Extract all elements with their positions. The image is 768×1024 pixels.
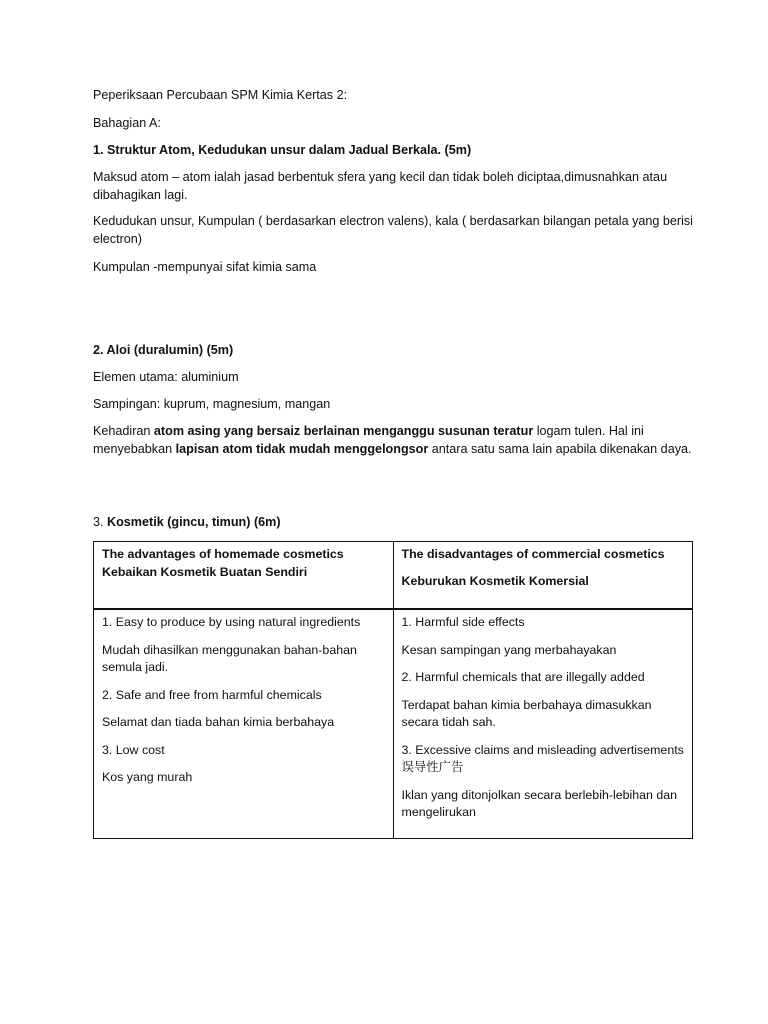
section-label: Bahagian A: — [93, 116, 161, 130]
list-item: 2. Safe and free from harmful chemicals — [102, 687, 322, 702]
disadvantages-cell — [393, 609, 693, 839]
list-item: 3. Low cost — [102, 742, 165, 757]
section-1-paragraph-1: Maksud atom – atom ialah jasad berbentuk sfera yang kecil dan tidak boleh diciptaa,dimusnahkan atau dibahagikan lagi. — [93, 170, 668, 202]
list-item: Terdapat bahan kimia berbahaya dimasukkan secara tidah sah. — [401, 697, 652, 729]
disadvantages-header-cell — [393, 542, 693, 610]
list-item: 1. Easy to produce by using natural ingredients — [102, 615, 361, 629]
table-header-row — [94, 542, 693, 610]
section-1-paragraph-3: Kumpulan -mempunyai sifat kimia sama — [93, 260, 317, 274]
section-1-paragraph-2: Kedudukan unsur, Kumpulan ( berdasarkan electron valens), kala ( berdasarkan bilangan petala yang berisi electron) — [93, 214, 693, 246]
list-item: Kos yang murah — [102, 770, 193, 784]
section-2-heading: 2. Aloi (duralumin) (5m) — [93, 343, 234, 357]
section-3-title: Kosmetik (gincu, timun) (6m) — [107, 515, 281, 529]
section-2-paragraph-2: Sampingan: kuprum, magnesium, mangan — [93, 397, 331, 411]
list-item: Iklan yang ditonjolkan secara berlebih-lebihan dan mengelirukan — [401, 787, 678, 819]
disadvantages-header-en: The disadvantages of commercial cosmetics — [401, 547, 665, 561]
list-item: 1. Harmful side effects — [401, 615, 525, 629]
list-item: 3. Excessive claims and misleading advertisements 误导性广告 — [401, 742, 684, 774]
text-run: logam tulen. Hal ini menyebabkan — [93, 424, 644, 456]
document-title: Peperiksaan Percubaan SPM Kimia Kertas 2: — [93, 88, 348, 102]
section-3-heading — [93, 514, 693, 532]
section-2-paragraph-3 — [93, 423, 693, 458]
text-run: Kehadiran — [93, 424, 154, 438]
list-item: Kesan sampingan yang merbahayakan — [401, 642, 617, 657]
cosmetics-table — [93, 541, 693, 839]
advantages-header-ms: Kebaikan Kosmetik Buatan Sendiri — [102, 564, 308, 579]
list-item: 2. Harmful chemicals that are illegally added — [401, 670, 645, 684]
advantages-header-cell — [94, 542, 394, 610]
section-2-paragraph-1: Elemen utama: aluminium — [93, 370, 239, 384]
list-item: Mudah dihasilkan menggunakan bahan-bahan semula jadi. — [102, 642, 357, 674]
list-item: Selamat dan tiada bahan kimia berbahaya — [102, 715, 335, 729]
table-row — [94, 609, 693, 839]
disadvantages-header-ms: Keburukan Kosmetik Komersial — [401, 573, 589, 588]
advantages-cell — [94, 609, 394, 839]
text-run: antara satu sama lain apabila dikenakan daya. — [428, 441, 692, 456]
bold-text-run: atom asing yang bersaiz berlainan menganggu susunan teratur — [153, 424, 534, 438]
section-3-number: 3. — [93, 515, 108, 529]
advantages-header-en: The advantages of homemade cosmetics — [102, 547, 344, 561]
section-1-heading: 1. Struktur Atom, Kedudukan unsur dalam Jadual Berkala. (5m) — [93, 143, 472, 157]
bold-text-run: lapisan atom tidak mudah menggelongsor — [175, 441, 429, 456]
